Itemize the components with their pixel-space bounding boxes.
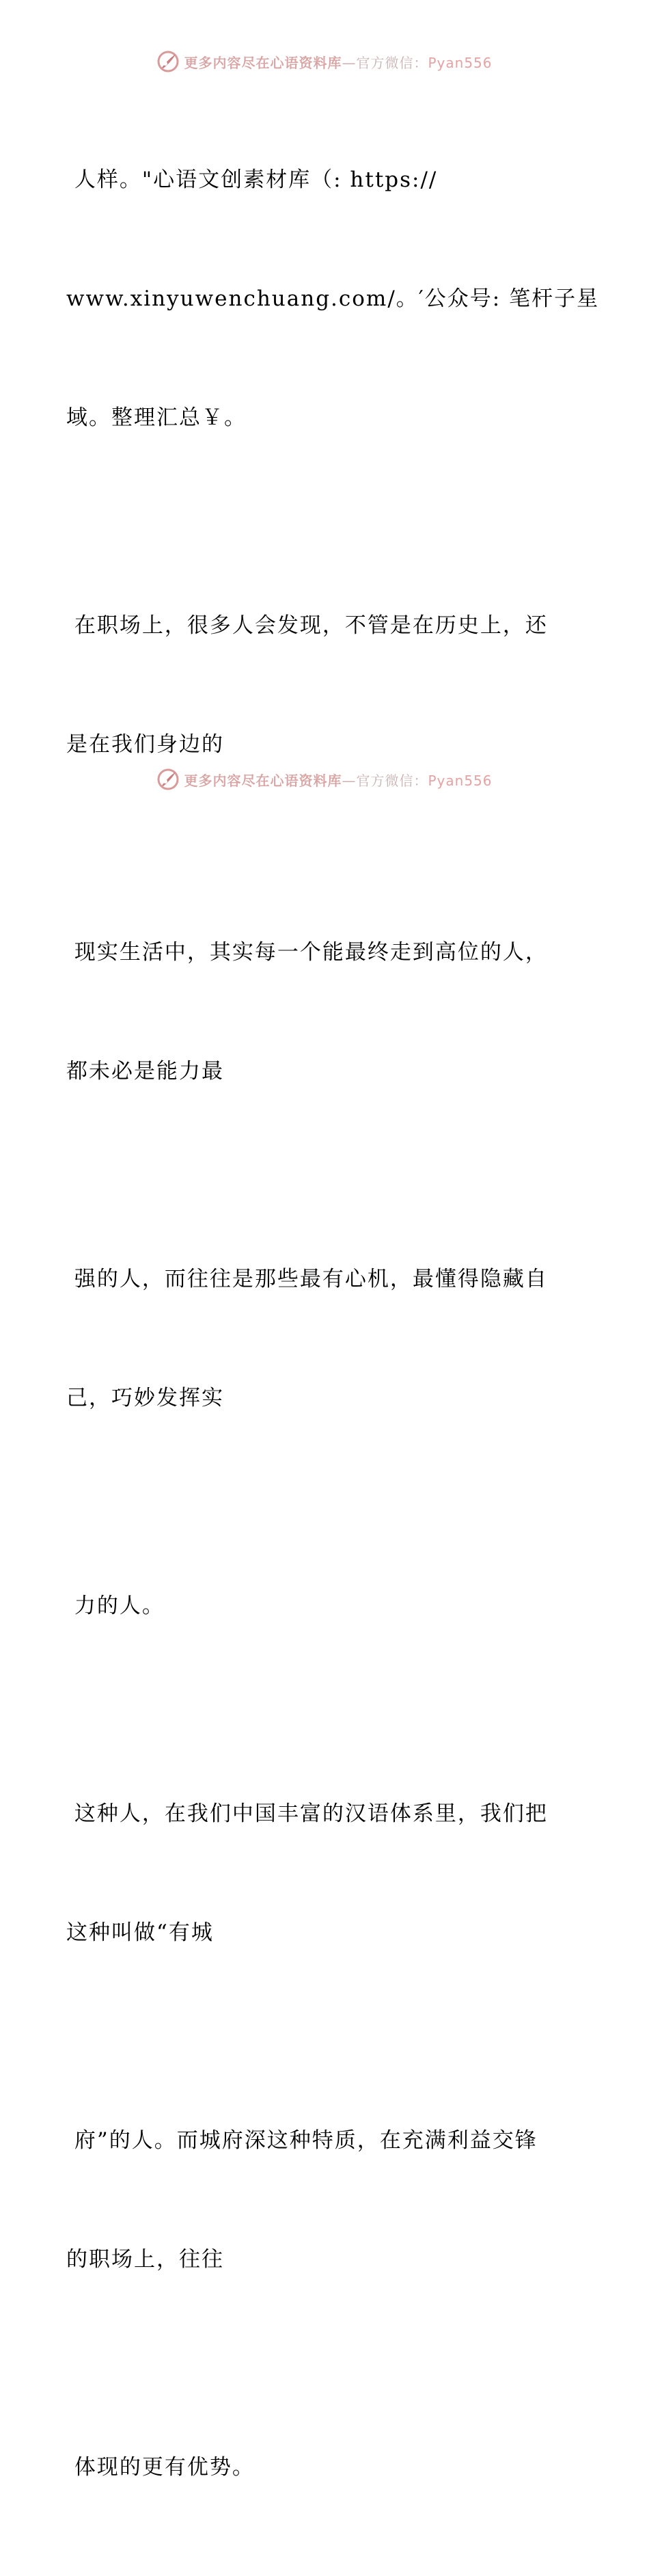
- paragraph-7: [66, 2041, 572, 2359]
- text-line: 是在我们身边的: [66, 732, 224, 757]
- text-line: 强的人，而往往是那些最有心机，最懂得隐藏自: [66, 1267, 548, 1291]
- text-line: 府”的人。而城府深这种特质，在充满利益交锋: [66, 2128, 538, 2153]
- quill-logo-icon: [156, 768, 180, 791]
- footer-banner-text: [184, 770, 492, 790]
- text-line: 在职场上，很多人会发现，不管是在历史上，还: [66, 613, 548, 638]
- quill-logo-icon: [156, 50, 180, 73]
- document-body: [66, 81, 600, 2576]
- text-line: 这种人，在我们中国丰富的汉语体系里，我们把: [66, 1801, 548, 1826]
- text-line: 己，巧妙发挥实: [66, 1386, 224, 1410]
- header-banner-wechat-label: 官方微信：: [356, 54, 428, 71]
- footer-banner-wechat-label: 官方微信：: [356, 772, 428, 789]
- text-line: 人样。"心语文创素材库（: https://: [66, 167, 438, 192]
- paragraph-8: [66, 2368, 572, 2566]
- header-banner: [0, 48, 649, 75]
- footer-banner-separator: —: [342, 772, 357, 789]
- paragraph-2: [66, 526, 572, 844]
- footer-banner-main: 更多内容尽在心语资料库: [184, 772, 342, 789]
- text-line: www.xinyuwenchuang.com/。′公众号: 笔杆子星: [66, 286, 600, 311]
- text-line: 力的人。: [66, 1594, 165, 1618]
- paragraph-5: [66, 1507, 572, 1705]
- paragraph-4: [66, 1180, 572, 1497]
- paragraph-3: [66, 853, 572, 1170]
- paragraph-6: [66, 1715, 572, 2032]
- text-line: 体现的更有优势。: [66, 2455, 255, 2480]
- text-line: 现实生活中，其实每一个能最终走到高位的人，: [66, 940, 548, 965]
- text-line: 都未必是能力最: [66, 1059, 224, 1084]
- header-banner-text: [184, 52, 492, 72]
- header-banner-main: 更多内容尽在心语资料库: [184, 54, 342, 71]
- text-line: 这种叫做“有城: [66, 1920, 214, 1945]
- header-banner-separator: —: [342, 54, 357, 71]
- header-banner-wechat-id: Pyan556: [428, 54, 493, 71]
- paragraph-1: [66, 81, 600, 517]
- text-line: 的职场上，往往: [66, 2247, 224, 2272]
- footer-banner-wechat-id: Pyan556: [428, 772, 493, 789]
- text-line: 域。整理汇总￥。: [66, 405, 247, 430]
- footer-banner: [0, 766, 649, 793]
